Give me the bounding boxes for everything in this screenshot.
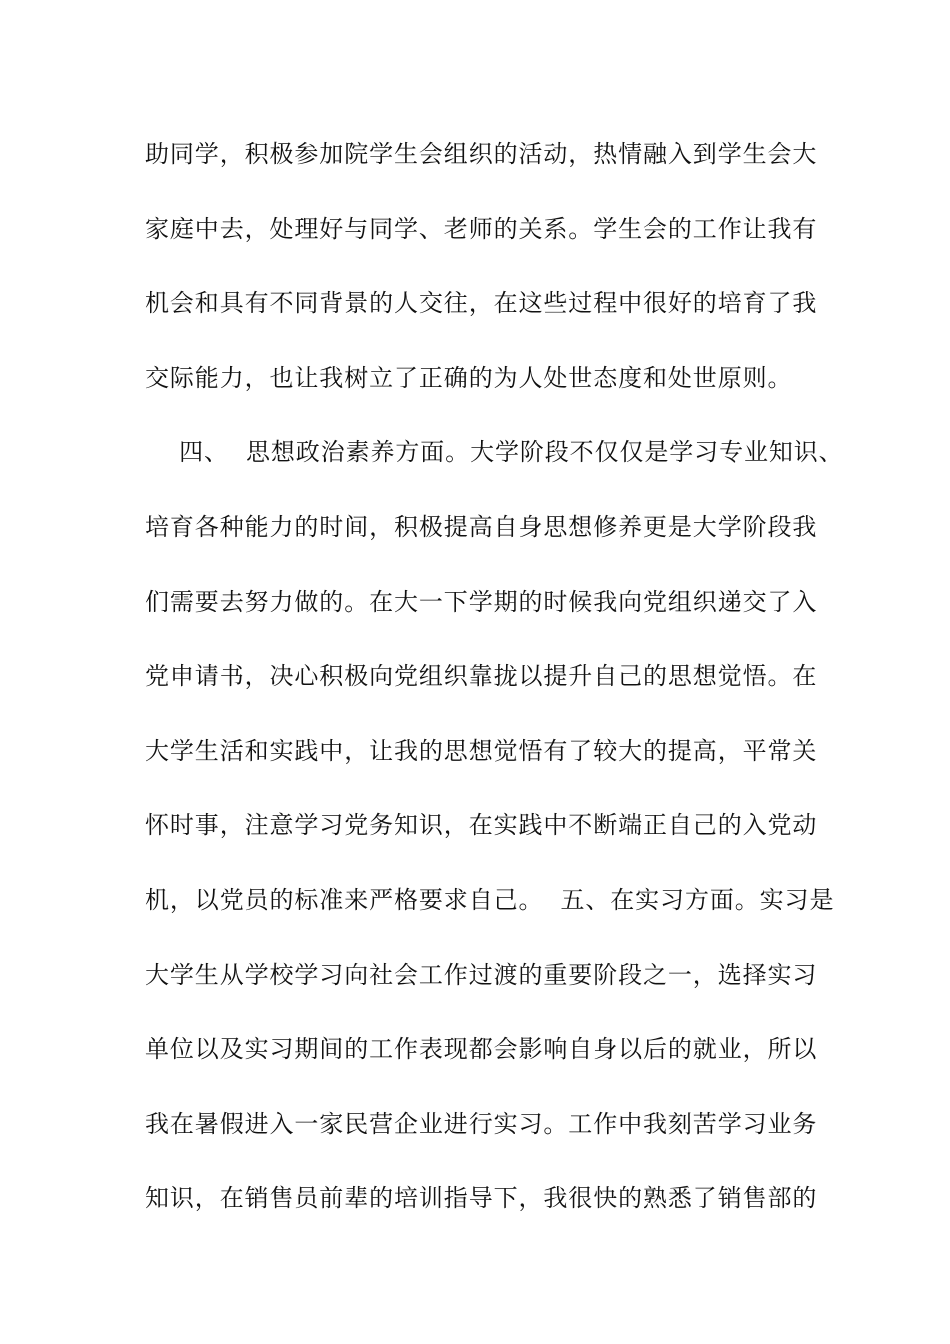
section-four-line: 四、 思想政治素养方面。大学阶段不仅仅是学习专业知识、	[145, 438, 844, 467]
text-line: 知识，在销售员前辈的培训指导下，我很快的熟悉了销售部的	[145, 1184, 818, 1213]
text-line: 怀时事，注意学习党务知识，在实践中不断端正自己的入党动	[145, 811, 818, 840]
text-line: 交际能力，也让我树立了正确的为人处世态度和处世原则。	[145, 363, 793, 392]
text-line: 单位以及实习期间的工作表现都会影响自身以后的就业，所以	[145, 1035, 818, 1064]
text-line: 党申请书，决心积极向党组织靠拢以提升自己的思想觉悟。在	[145, 662, 818, 691]
text-line: 家庭中去，处理好与同学、老师的关系。学生会的工作让我有	[145, 214, 818, 243]
section-five-line: 机，以党员的标准来严格要求自己。 五、在实习方面。实习是	[145, 885, 835, 914]
text-line: 机会和具有不同背景的人交往，在这些过程中很好的培育了我	[145, 289, 818, 318]
body-text	[145, 131, 844, 1250]
text-line: 培育各种能力的时间，积极提高自身思想修养更是大学阶段我	[145, 512, 818, 541]
text-line: 助同学，积极参加院学生会组织的活动，热情融入到学生会大	[145, 140, 818, 168]
text-line: 大学生活和实践中，让我的思想觉悟有了较大的提高，平常关	[145, 736, 818, 765]
text-line: 我在暑假进入一家民营企业进行实习。工作中我刻苦学习业务	[145, 1109, 818, 1138]
text-line: 大学生从学校学习向社会工作过渡的重要阶段之一，选择实习	[145, 960, 818, 989]
text-line: 们需要去努力做的。在大一下学期的时候我向党组织递交了入	[145, 587, 818, 616]
